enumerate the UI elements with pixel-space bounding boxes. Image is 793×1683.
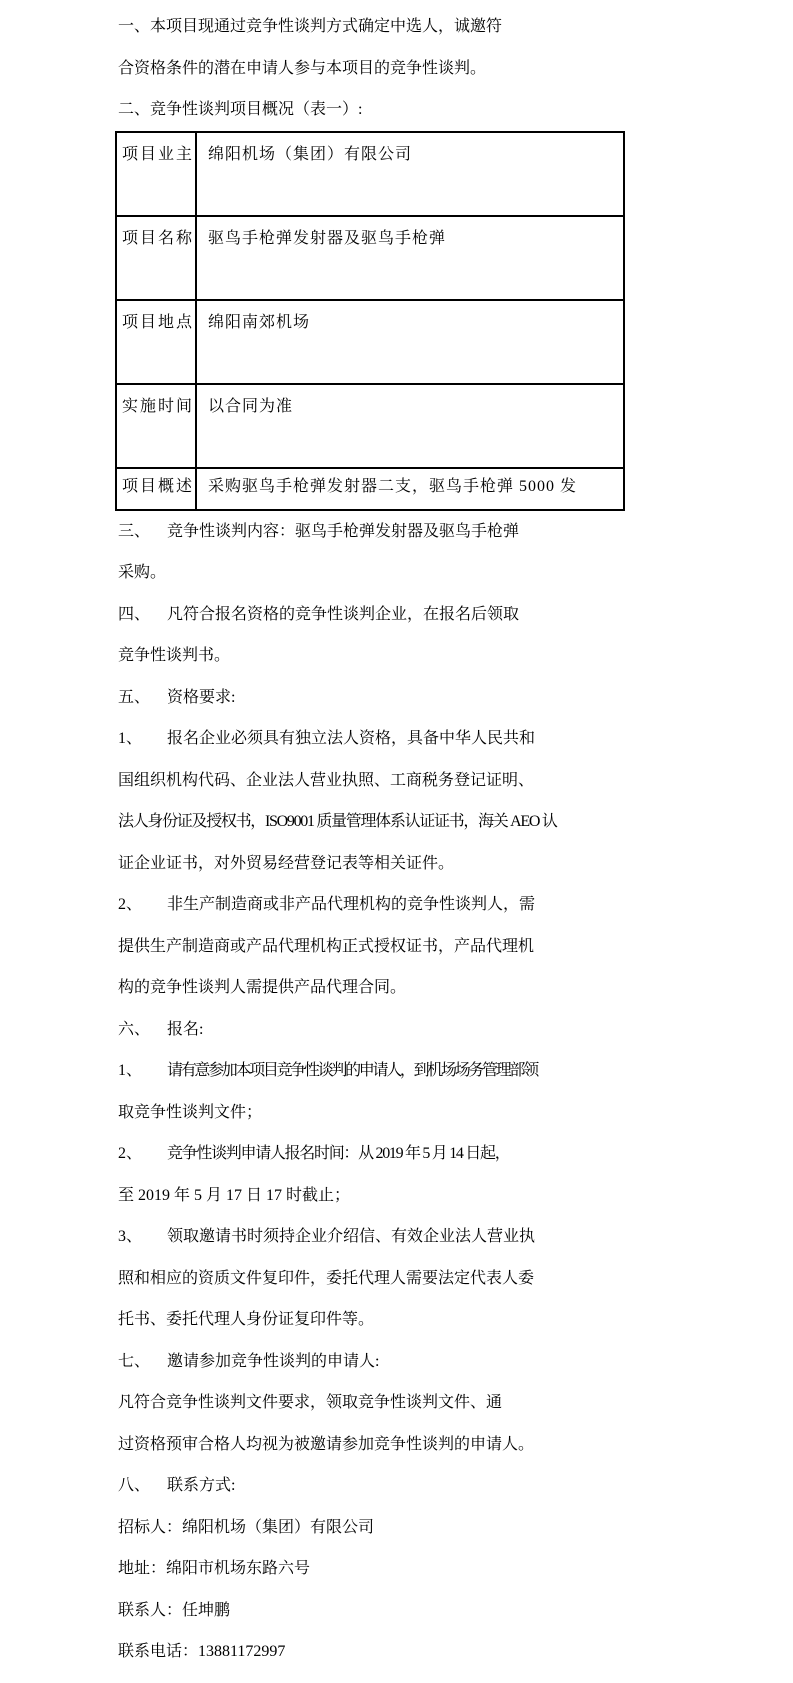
text-line xyxy=(110,843,670,885)
text-line xyxy=(110,1050,670,1092)
project-overview-table-body xyxy=(116,132,624,510)
line-text: 至 2019 年 5 月 17 日 17 时截止； xyxy=(118,1186,351,1204)
line-text: 地址：绵阳市机场东路六号 xyxy=(118,1560,311,1577)
text-line xyxy=(110,511,670,553)
text-line xyxy=(110,594,670,636)
table-row-label: 实施时间 xyxy=(116,384,196,468)
line-text: 领取邀请书时须持企业介绍信、有效企业法人营业执 xyxy=(167,1228,536,1245)
text-line xyxy=(110,884,670,926)
text-line xyxy=(110,1548,670,1590)
intro-lines xyxy=(110,6,670,131)
table-row-value: 绵阳机场（集团）有限公司 xyxy=(196,132,624,216)
table-row xyxy=(116,384,624,468)
document-content xyxy=(110,0,670,1673)
line-text: 凡符合报名资格的竞争性谈判企业，在报名后领取 xyxy=(167,605,520,623)
text-line xyxy=(110,1382,670,1424)
text-line xyxy=(110,1424,670,1466)
line-text: 采购。 xyxy=(118,564,167,581)
line-text: 照和相应的资质文件复印件，委托代理人需要法定代表人委 xyxy=(118,1269,535,1287)
text-line xyxy=(110,1507,670,1549)
text-line xyxy=(110,760,670,802)
text-line xyxy=(110,1465,670,1507)
table-row-label: 项目业主 xyxy=(116,132,196,216)
text-line xyxy=(110,677,670,719)
list-number: 三、 xyxy=(118,522,151,540)
line-text: 报名企业必须具有独立法人资格，具备中华人民共和 xyxy=(167,730,536,747)
list-number: 八、 xyxy=(118,1477,151,1494)
line-text: 托书、委托代理人身份证复印件等。 xyxy=(118,1311,375,1328)
table-row-value: 以合同为准 xyxy=(196,384,624,468)
text-line xyxy=(110,718,670,760)
line-text: 提供生产制造商或产品代理机构正式授权证书，产品代理机 xyxy=(118,937,535,955)
line-text: 非生产制造商或非产品代理机构的竞争性谈判人，需 xyxy=(167,896,536,913)
line-text: 取竞争性谈判文件； xyxy=(118,1103,263,1121)
table-row xyxy=(116,468,624,510)
text-line xyxy=(110,1299,670,1341)
list-number: 五、 xyxy=(118,688,151,706)
list-number: 3、 xyxy=(118,1228,143,1245)
text-line xyxy=(110,552,670,594)
table-row xyxy=(116,132,624,216)
list-number: 六、 xyxy=(118,1020,151,1038)
text-line xyxy=(110,1590,670,1632)
line-text: 招标人：绵阳机场（集团）有限公司 xyxy=(118,1518,375,1536)
line-text: 法人身份证及授权书，ISO9001 质量管理体系认证证书，海关 AEO 认 xyxy=(118,813,557,830)
text-line xyxy=(110,926,670,968)
text-line xyxy=(110,1175,670,1217)
text-line xyxy=(110,967,670,1009)
body-lines xyxy=(110,511,670,1673)
line-text: 报名: xyxy=(167,1020,204,1038)
table-row-label: 项目概述 xyxy=(116,468,196,510)
table-row-value: 驱鸟手枪弹发射器及驱鸟手枪弹 xyxy=(196,216,624,300)
text-line xyxy=(110,1258,670,1300)
project-overview-table xyxy=(115,131,625,511)
line-text: 竞争性谈判内容：驱鸟手枪弹发射器及驱鸟手枪弹 xyxy=(167,522,520,540)
line-text: 构的竞争性谈判人需提供产品代理合同。 xyxy=(118,979,407,996)
line-text: 一、本项目现通过竞争性谈判方式确定中选人，诚邀符 xyxy=(118,18,503,35)
list-number: 四、 xyxy=(118,605,151,623)
line-text: 证企业证书，对外贸易经营登记表等相关证件。 xyxy=(118,854,455,872)
text-line xyxy=(110,1133,670,1175)
table-row-value: 绵阳南郊机场 xyxy=(196,300,624,384)
text-line xyxy=(110,635,670,677)
text-line xyxy=(110,6,670,48)
table-row-label: 项目地点 xyxy=(116,300,196,384)
table-row-value: 采购驱鸟手枪弹发射器二支，驱鸟手枪弹 5000 发 xyxy=(196,468,624,510)
text-line xyxy=(110,48,670,90)
table-row xyxy=(116,300,624,384)
list-number: 1、 xyxy=(118,730,143,747)
text-line xyxy=(110,1092,670,1134)
line-text: 竞争性谈判书。 xyxy=(118,647,231,664)
text-line xyxy=(110,801,670,843)
text-line xyxy=(110,1009,670,1051)
line-text: 请有意参加本项目竞争性谈判的申请人，到机场场务管理部领 xyxy=(167,1062,537,1079)
list-number: 2、 xyxy=(118,1145,143,1162)
line-text: 竞争性谈判申请人报名时间：从 2019 年 5 月 14 日起， xyxy=(167,1145,510,1162)
line-text: 国组织机构代码、企业法人营业执照、工商税务登记证明、 xyxy=(118,771,535,789)
table-row xyxy=(116,216,624,300)
line-text: 邀请参加竞争性谈判的申请人: xyxy=(167,1352,380,1370)
text-line xyxy=(110,89,670,131)
line-text: 联系人：任坤鹏 xyxy=(118,1601,231,1619)
list-number: 七、 xyxy=(118,1352,151,1370)
list-number: 2、 xyxy=(118,896,143,913)
line-text: 二、竞争性谈判项目概况（表一）: xyxy=(118,101,363,118)
line-text: 联系电话：13881172997 xyxy=(118,1643,286,1660)
line-text: 资格要求: xyxy=(167,688,236,706)
text-line xyxy=(110,1631,670,1673)
text-line xyxy=(110,1216,670,1258)
list-number: 1、 xyxy=(118,1062,143,1079)
line-text: 凡符合竞争性谈判文件要求，领取竞争性谈判文件、通 xyxy=(118,1394,503,1411)
text-line xyxy=(110,1341,670,1383)
line-text: 联系方式: xyxy=(167,1477,236,1494)
table-row-label: 项目名称 xyxy=(116,216,196,300)
line-text: 过资格预审合格人均视为被邀请参加竞争性谈判的申请人。 xyxy=(118,1435,535,1453)
line-text: 合资格条件的潜在申请人参与本项目的竞争性谈判。 xyxy=(118,59,487,77)
